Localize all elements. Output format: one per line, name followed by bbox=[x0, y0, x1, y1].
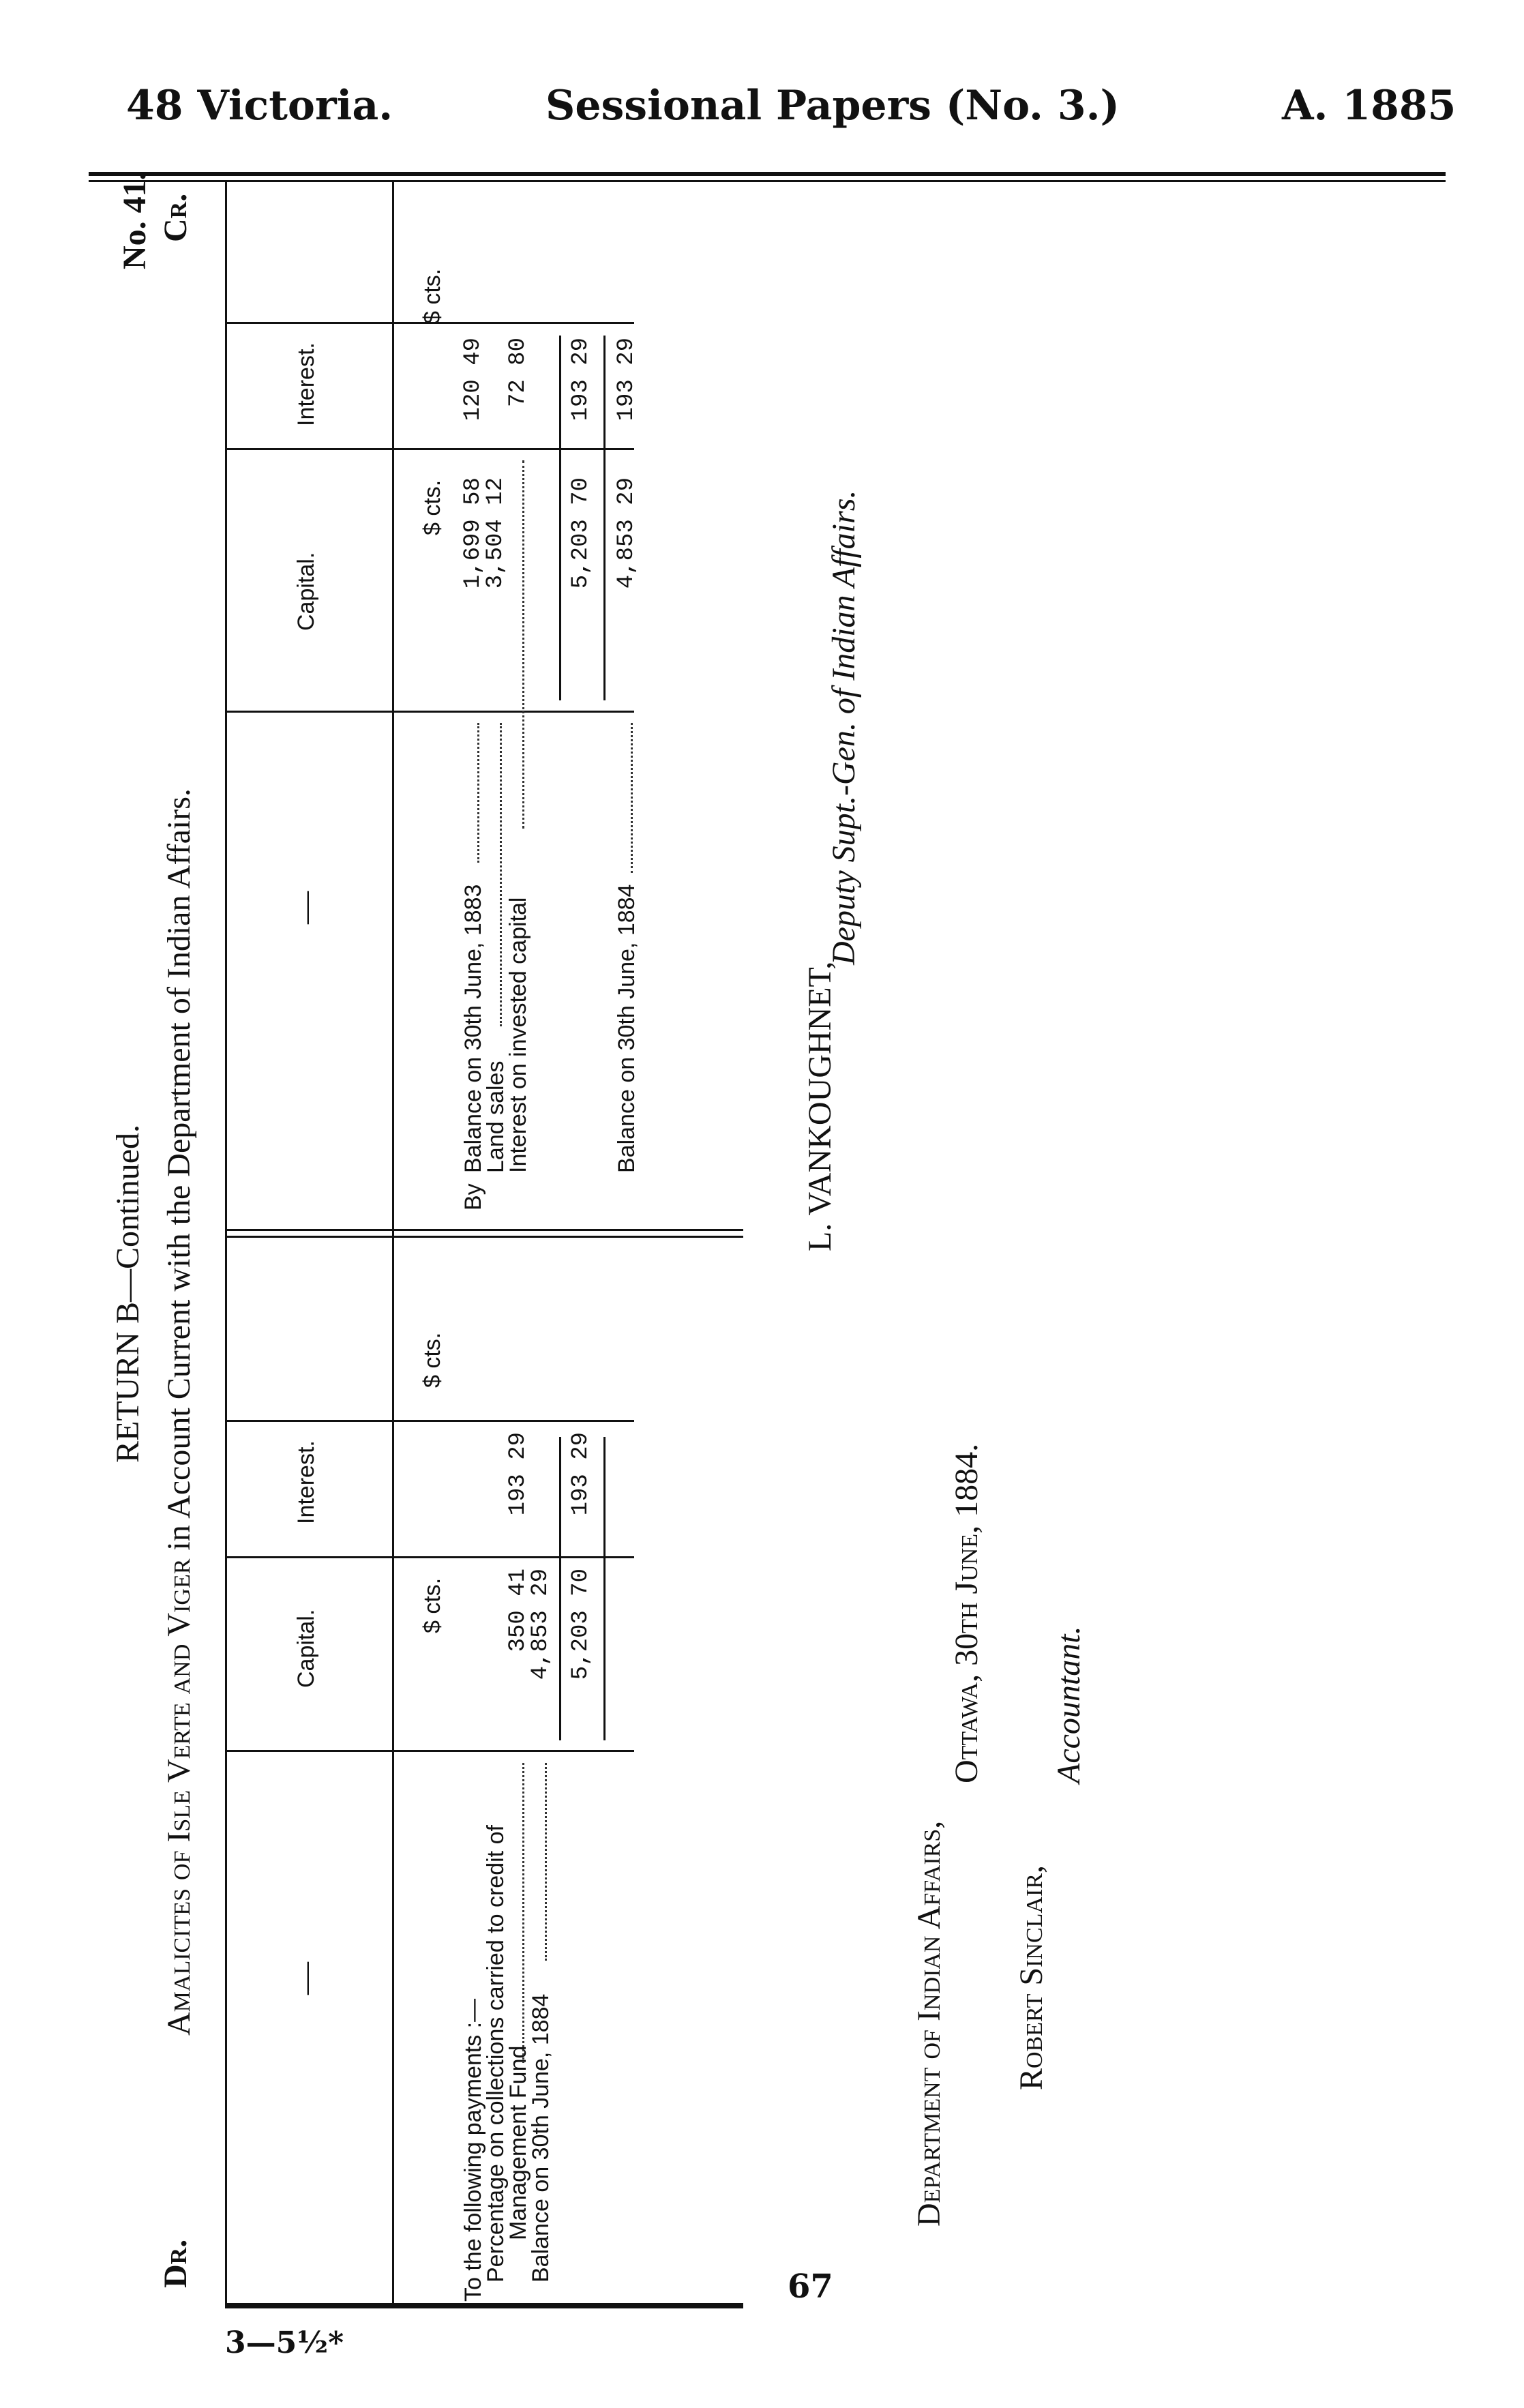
debit-col-rule-3 bbox=[225, 1420, 634, 1422]
signatory-title: Deputy Supt.-Gen. of Indian Affairs. bbox=[826, 490, 862, 965]
debit-capital-value: 4,853 29 bbox=[528, 1569, 554, 1680]
credit-col-rule-2 bbox=[225, 448, 634, 450]
debit-dash: — bbox=[287, 1962, 323, 1995]
department-date: Ottawa, 30th June, 1884. bbox=[948, 1443, 985, 1783]
credit-capital-header: Capital. bbox=[293, 552, 319, 631]
credit-interest-value: 120 49 bbox=[460, 338, 486, 421]
credit-interest-balance: 193 29 bbox=[614, 338, 640, 421]
debit-capital-unit: $ cts. bbox=[419, 1577, 445, 1633]
rotated-statement bbox=[95, 172, 1446, 2315]
credit-interest-total: 193 29 bbox=[568, 338, 594, 421]
credit-line-balance-1884: Balance on 30th June, 1884 bbox=[614, 884, 640, 1173]
debit-line-management: Management Fund bbox=[505, 2045, 531, 2240]
debit-interest-unit: $ cts. bbox=[419, 1332, 445, 1388]
credit-capital-value: 3,504 12 bbox=[483, 477, 509, 589]
credit-leader-3 bbox=[522, 460, 524, 829]
credit-interest-header: Interest. bbox=[293, 342, 319, 426]
debit-leader-1 bbox=[522, 1763, 524, 2063]
debit-line-balance: Balance on 30th June, 1884 bbox=[528, 1993, 554, 2283]
account-subtitle: Amalicites of Isle Verte and Viger in Account Current with the Department of Indian Affairs. bbox=[161, 788, 197, 2036]
credit-by-label: By bbox=[460, 1183, 486, 1210]
debit-total-rule-bottom bbox=[603, 1437, 606, 1740]
debit-col-rule-2 bbox=[225, 1556, 634, 1558]
credit-leader-4 bbox=[631, 723, 633, 873]
credit-interest-unit: $ cts. bbox=[419, 268, 445, 324]
credit-leader-2 bbox=[500, 723, 502, 1026]
page-number: 67 bbox=[788, 2268, 833, 2306]
table-divider-b bbox=[225, 1229, 743, 1231]
credit-capital-value: 1,699 58 bbox=[460, 477, 486, 589]
debit-leader-2 bbox=[545, 1763, 547, 1961]
credit-capital-balance: 4,853 29 bbox=[614, 477, 640, 589]
credit-capital-total: 5,203 70 bbox=[568, 477, 594, 589]
debit-interest-total: 193 29 bbox=[568, 1432, 594, 1516]
credit-col-rule-1 bbox=[225, 711, 634, 713]
credit-capital-unit: $ cts. bbox=[419, 479, 445, 535]
return-title: RETURN B—Continued. bbox=[110, 1124, 146, 1463]
credit-line-balance-1883: Balance on 30th June, 1883 bbox=[460, 884, 486, 1173]
signatory-name: L. VANKOUGHNET, bbox=[802, 961, 838, 1251]
debit-line-percentage: Percentage on collections carried to credit of bbox=[483, 1825, 509, 2283]
debit-capital-total: 5,203 70 bbox=[568, 1569, 594, 1680]
credit-total-rule-top bbox=[559, 336, 561, 700]
table-left-border bbox=[225, 2303, 743, 2308]
header-year: A. 1885 bbox=[1282, 82, 1456, 130]
debit-col-rule-1 bbox=[225, 1750, 634, 1752]
credit-line-land-sales: Land sales bbox=[483, 1060, 509, 1173]
accountant-name: Robert Sinclair, bbox=[1013, 1865, 1049, 2090]
debit-capital-value: 350 41 bbox=[505, 1569, 531, 1652]
debit-label: Dr. bbox=[158, 2239, 194, 2288]
credit-label: Cr. bbox=[158, 193, 194, 242]
credit-leader-1 bbox=[477, 723, 479, 863]
debit-line-intro: To the following payments :— bbox=[460, 1998, 486, 2302]
credit-total-rule-bottom bbox=[603, 336, 606, 700]
debit-capital-header: Capital. bbox=[293, 1609, 319, 1688]
debit-interest-value: 193 29 bbox=[505, 1432, 531, 1516]
credit-line-interest: Interest on invested capital bbox=[505, 897, 531, 1173]
signature-mark: 3—5½* bbox=[225, 2325, 344, 2360]
debit-total-rule-top bbox=[559, 1437, 561, 1740]
table-header-rule bbox=[392, 180, 394, 2303]
credit-interest-value: 72 80 bbox=[505, 338, 531, 408]
table-divider-a bbox=[225, 1236, 743, 1238]
accountant-title: Accountant. bbox=[1051, 1626, 1087, 1783]
header-rule-thick bbox=[89, 172, 1446, 176]
department-line: Department of Indian Affairs, bbox=[911, 1820, 947, 2227]
header-title: Sessional Papers (No. 3.) bbox=[546, 82, 1120, 130]
table-top-rule bbox=[225, 180, 227, 2303]
statement-number: No. 41. bbox=[117, 172, 153, 269]
debit-interest-header: Interest. bbox=[293, 1440, 319, 1524]
header-session: 48 Victoria. bbox=[126, 82, 393, 130]
credit-dash: — bbox=[287, 891, 323, 924]
